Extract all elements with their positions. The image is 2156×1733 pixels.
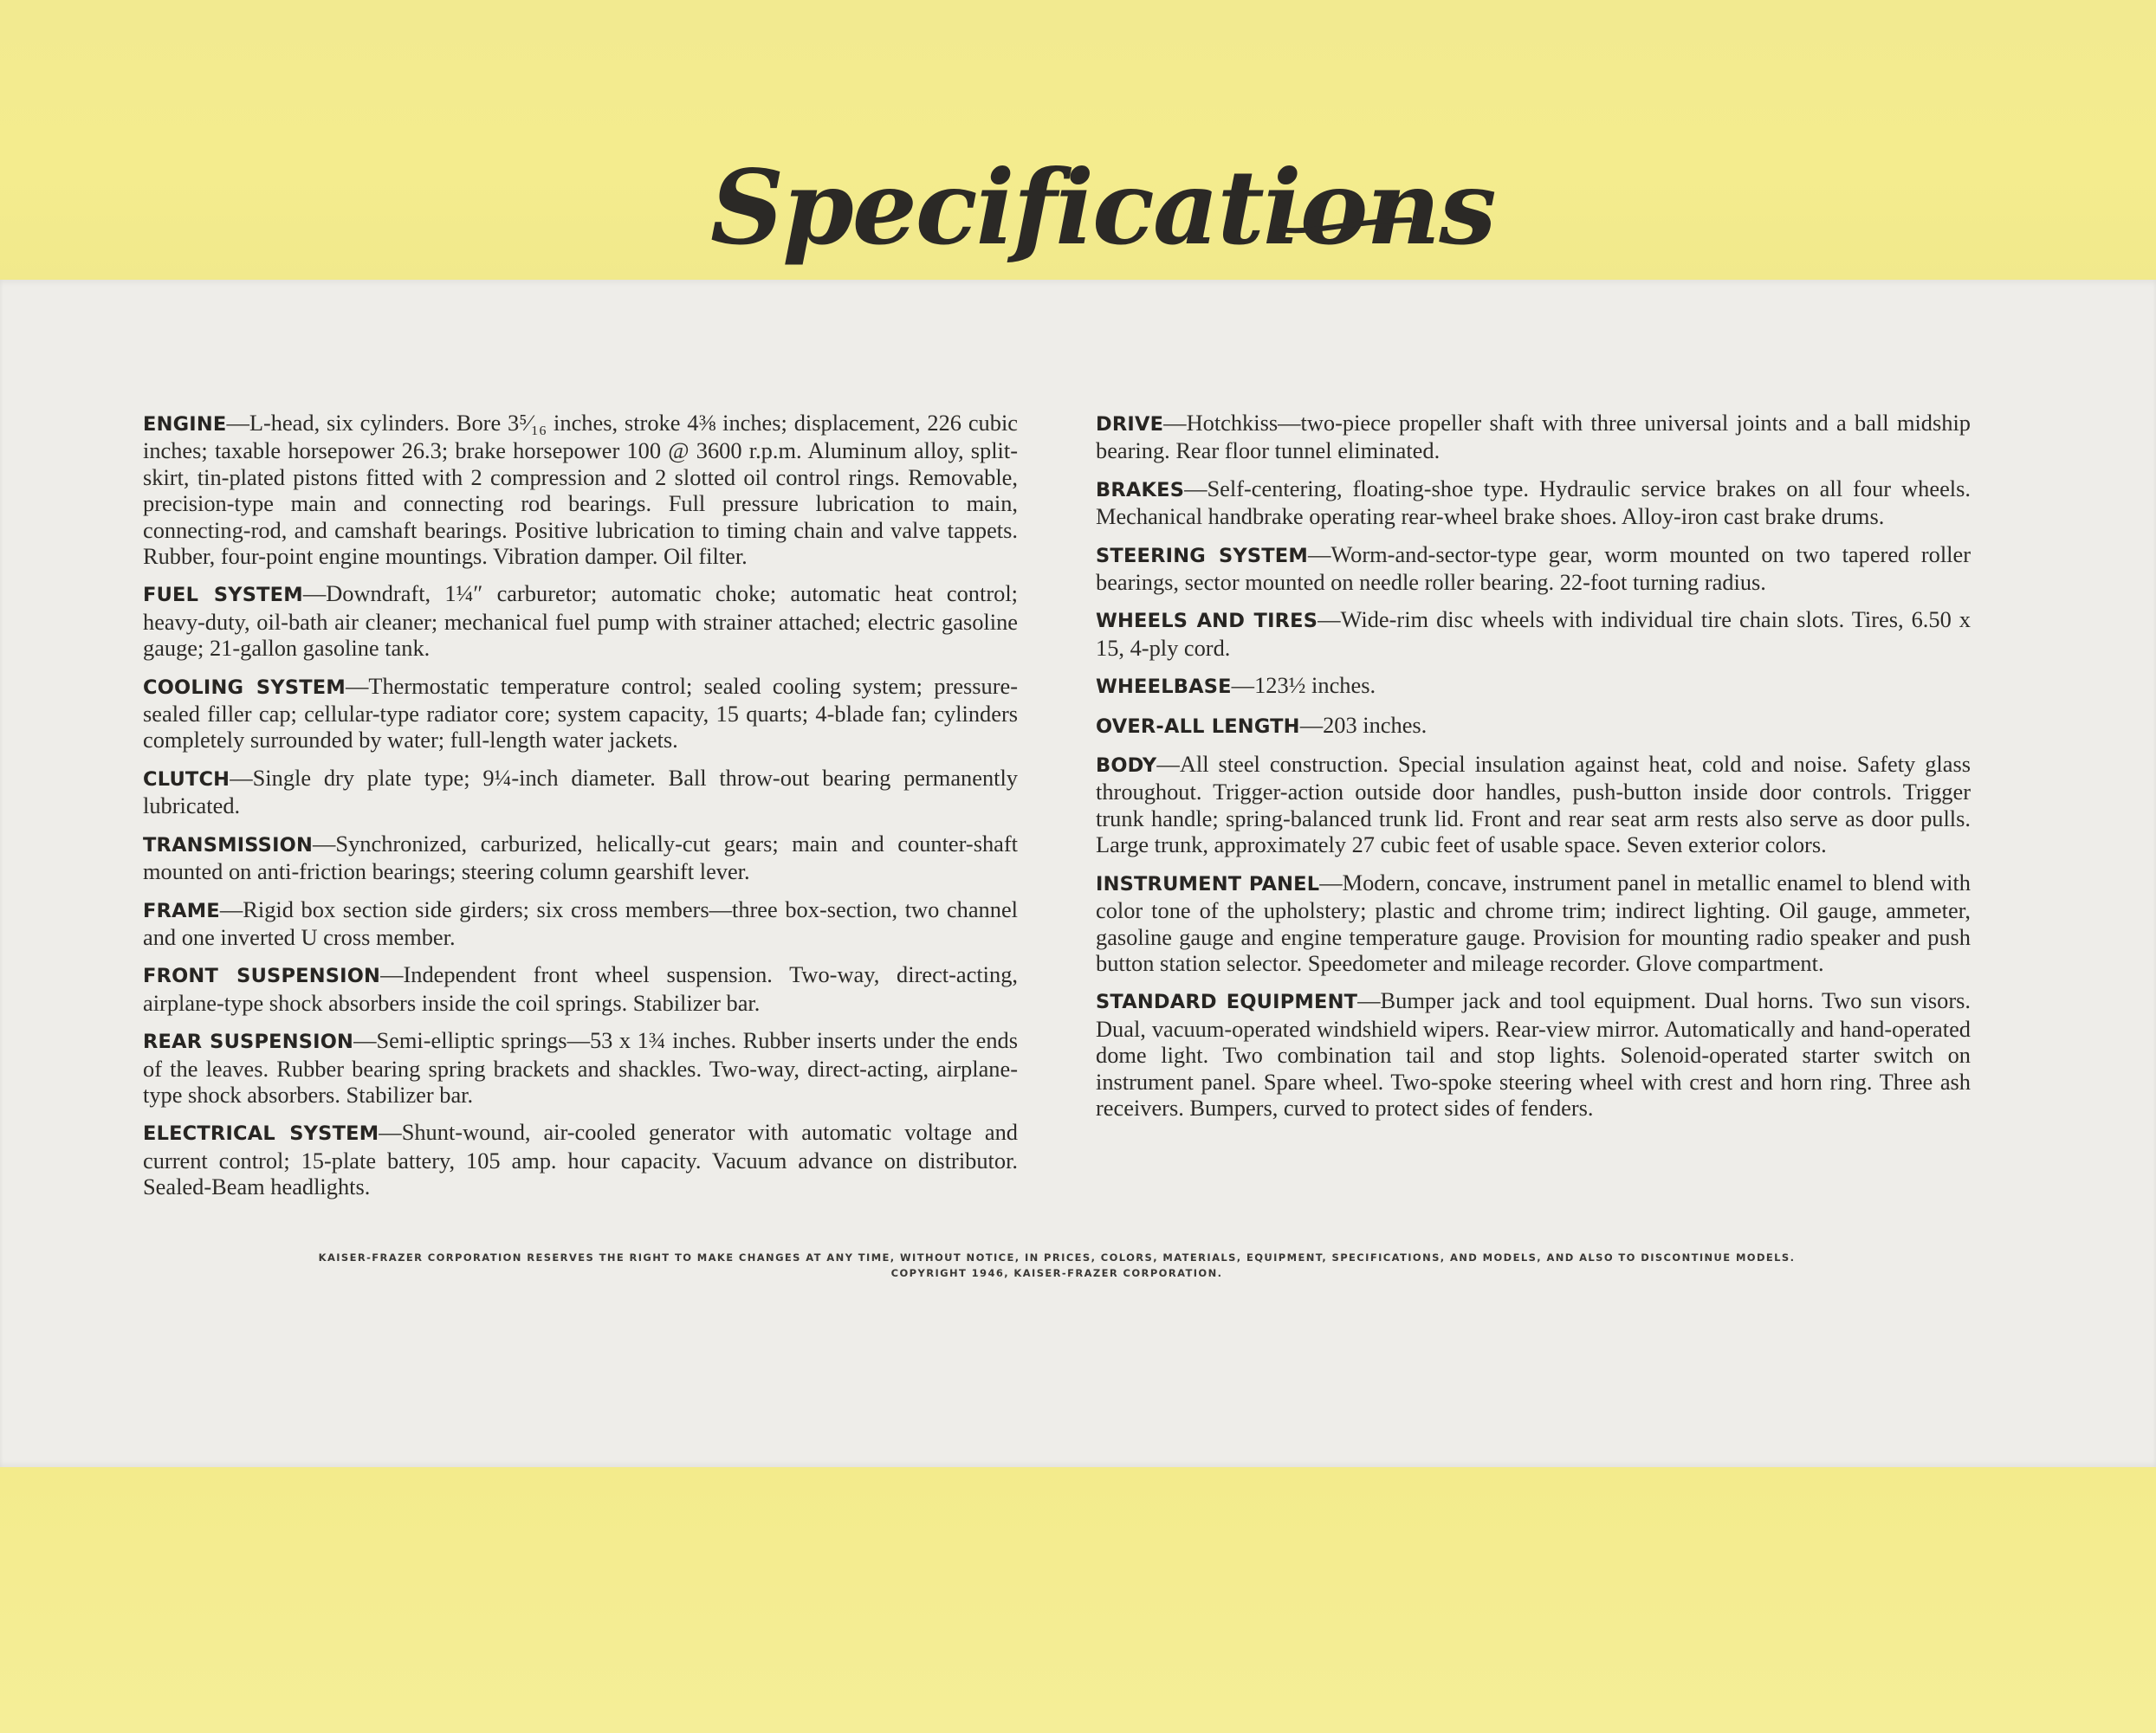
disclaimer-line: KAISER-FRAZER CORPORATION RESERVES THE RIGHT TO MAKE CHANGES AT ANY TIME, WITHOUT NOTICE, IN PRICES, COLORS, MATERIALS, EQUIPMENT, SPECIFICATIONS, AND MODELS, AND ALSO TO DISCONTINUE MODELS. [318,1251,1796,1264]
spec-text: Modern, concave, instrument panel in metallic enamel to blend with color tone of the upholstery; plastic and chrome trim; indirect lighting. Oil gauge, ammeter, gasoline gauge and engine temperature gauge. Provision for mounting radio speaker and push button station selector. Speedometer and mileage recorder. Glove compartment. [1096,869,1971,976]
spec-label: DRIVE [1096,413,1164,436]
spec-column-left [143,410,1018,1212]
title-swash-decoration [1273,213,1412,239]
spec-label: WHEELBASE [1096,676,1232,699]
spec-label: COOLING SYSTEM [143,676,346,699]
spec-standard-equipment: STANDARD EQUIPMENT—Bumper jack and tool equipment. Dual horns. Two sun visors. Dual, vacuum-operated windshield wipers. Rear-view mirror. Automatically and hand-operated dome light. Two combination tail and stop lights. Solenoid-operated starter switch on instrument panel. Spare wheel. Two-spoke steering wheel with crest and horn ring. Three ash receivers. Bumpers, curved to protect sides of fenders. [1096,987,1971,1121]
spec-text: Independent front wheel suspension. Two-way, direct-acting, airplane-type shock absorbers inside the coil springs. Stabilizer bar. [143,961,1018,1016]
spec-electrical-system: ELECTRICAL SYSTEM—Shunt-wound, air-cooled generator with automatic voltage and current control; 15-plate battery, 105 amp. hour capacity. Vacuum advance on distributor. Sealed-Beam headlights. [143,1119,1018,1200]
spec-text: Thermostatic temperature control; sealed cooling system; pressure-sealed filler cap; cellular-type radiator core; system capacity, 15 quarts; 4-blade fan; cylinders completely surrounded by water; full-length water jackets. [143,672,1018,753]
spec-cooling-system: COOLING SYSTEM—Thermostatic temperature control; sealed cooling system; pressure-sealed filler cap; cellular-type radiator core; system capacity, 15 quarts; 4-blade fan; cylinders completely surrounded by water; full-length water jackets. [143,672,1018,753]
spec-text: Wide-rim disc wheels with individual tire chain slots. Tires, 6.50 x 15, 4-ply cord. [1096,606,1971,661]
spec-text: Synchronized, carburized, helically-cut gears; main and counter-shaft mounted on anti-friction bearings; steering column gearshift lever. [143,830,1018,885]
spec-text: Downdraft, 1¼″ carburetor; automatic choke; automatic heat control; heavy-duty, oil-bath air cleaner; mechanical fuel pump with strainer attached; electric gasoline gauge; 21-gallon gasoline tank. [143,580,1018,662]
spec-front-suspension: FRONT SUSPENSION—Independent front wheel suspension. Two-way, direct-acting, airplane-type shock absorbers inside the coil springs. Stabilizer bar. [143,961,1018,1016]
spec-text: All steel construction. Special insulation against heat, cold and noise. Safety glass throughout. Trigger-action outside door handles, push-button inside door controls. Trigger trunk handle; spring-balanced trunk lid. Front and rear seat arm rests also serve as door pulls. Large trunk, approximately 27 cubic feet of usable space. Seven exterior colors. [1096,751,1971,858]
spec-text: Semi-elliptic springs—53 x 1¾ inches. Rubber inserts under the ends of the leaves. Rubber bearing spring brackets and shackles. Two-way, direct-acting, airplane-type shock absorbers. Stabilizer bar. [143,1027,1018,1108]
spec-label: FRAME [143,899,220,922]
spec-drive: DRIVE—Hotchkiss—two-piece propeller shaft with three universal joints and a ball midship bearing. Rear floor tunnel eliminated. [1096,410,1971,464]
spec-fuel-system: FUEL SYSTEM—Downdraft, 1¼″ carburetor; automatic choke; automatic heat control; heavy-duty, oil-bath air cleaner; mechanical fuel pump with strainer attached; electric gasoline gauge; 21-gallon gasoline tank. [143,580,1018,662]
spec-text: Hotchkiss—two-piece propeller shaft with three universal joints and a ball midship bearing. Rear floor tunnel eliminated. [1096,410,1971,464]
spec-steering-system: STEERING SYSTEM—Worm-and-sector-type gear, worm mounted on two tapered roller bearings, sector mounted on needle roller bearing. 22-foot turning radius. [1096,540,1971,596]
spec-text: Self-centering, floating-shoe type. Hydraulic service brakes on all four wheels. Mechanical handbrake operating rear-wheel brake shoes. Alloy-iron cast brake drums. [1096,475,1971,530]
spec-text: Rigid box section side girders; six cross members—three box-section, two channel and one inverted U cross member. [143,896,1018,950]
spec-label: ENGINE [143,413,227,436]
spec-label: INSTRUMENT PANEL [1096,872,1320,896]
copyright-line: COPYRIGHT 1946, KAISER-FRAZER CORPORATION. [890,1267,1223,1279]
spec-text: 123½ inches. [1254,672,1376,699]
spec-text: Worm-and-sector-type gear, worm mounted on two tapered roller bearings, sector mounted on needle roller bearing. 22-foot turning radius. [1096,540,1971,596]
spec-clutch: CLUTCH—Single dry plate type; 9¼-inch diameter. Ball throw-out bearing permanently lubricated. [143,764,1018,819]
spec-engine: ENGINE—L-head, six cylinders. Bore 3⁵⁄₁₆ inches, stroke 4⅜ inches; displacement, 226 cubic inches; taxable horsepower 26.3; brake horsepower 100 @ 3600 r.p.m. Aluminum alloy, split-skirt, tin-plated pistons fitted with 2 compression and 2 slotted oil control rings. Removable, precision-type main and connecting rod bearings. Full pressure lubrication to main, connecting-rod, and camshaft bearings. Positive lubrication to timing chain and valve tappets. Rubber, four-point engine mountings. Vibration damper. Oil filter. [143,410,1018,570]
spec-column-right [1096,410,1971,1132]
legal-disclaimer [143,1250,1971,1281]
spec-frame: FRAME—Rigid box section side girders; six cross members—three box-section, two channel and one inverted U cross member. [143,896,1018,950]
spec-wheels-and-tires: WHEELS AND TIRES—Wide-rim disc wheels with individual tire chain slots. Tires, 6.50 x 15, 4-ply cord. [1096,606,1971,661]
spec-label: CLUTCH [143,767,230,791]
spec-label: OVER-ALL LENGTH [1096,715,1300,738]
spec-text: Shunt-wound, air-cooled generator with automatic voltage and current control; 15-plate battery, 105 amp. hour capacity. Vacuum advance on distributor. Sealed-Beam headlights. [143,1119,1018,1200]
spec-text: L-head, six cylinders. Bore 3⁵⁄₁₆ inches, stroke 4⅜ inches; displacement, 226 cubic inches; taxable horsepower 26.3; brake horsepower 100 @ 3600 r.p.m. Aluminum alloy, split-skirt, tin-plated pistons fitted with 2 compression and 2 slotted oil control rings. Removable, precision-type main and connecting rod bearings. Full pressure lubrication to main, connecting-rod, and camshaft bearings. Positive lubrication to timing chain and valve tappets. Rubber, four-point engine mountings. Vibration damper. Oil filter. [143,410,1018,570]
spec-label: REAR SUSPENSION [143,1031,354,1054]
spec-rear-suspension: REAR SUSPENSION—Semi-elliptic springs—53 x 1¾ inches. Rubber inserts under the ends of the leaves. Rubber bearing spring brackets and shackles. Two-way, direct-acting, airplane-type shock absorbers. Stabilizer bar. [143,1027,1018,1108]
spec-brakes: BRAKES—Self-centering, floating-shoe type. Hydraulic service brakes on all four wheels. Mechanical handbrake operating rear-wheel brake shoes. Alloy-iron cast brake drums. [1096,475,1971,530]
spec-label: BODY [1096,754,1157,778]
spec-label: ELECTRICAL SYSTEM [143,1122,379,1146]
page-title: Specifications [710,147,1495,268]
spec-body: BODY—All steel construction. Special insulation against heat, cold and noise. Safety glass throughout. Trigger-action outside door handles, push-button inside door controls. Trigger trunk handle; spring-balanced trunk lid. Front and rear seat arm rests also serve as door pulls. Large trunk, approximately 27 cubic feet of usable space. Seven exterior colors. [1096,751,1971,858]
spec-label: STEERING SYSTEM [1096,544,1308,567]
spec-wheelbase: WHEELBASE—123½ inches. [1096,672,1376,699]
spec-text: Bumper jack and tool equipment. Dual horns. Two sun visors. Dual, vacuum-operated windshield wipers. Rear-view mirror. Automatically and hand-operated dome light. Two combination tail and stop lights. Solenoid-operated starter switch on instrument panel. Spare wheel. Two-spoke steering wheel with crest and horn ring. Three ash receivers. Bumpers, curved to protect sides of fenders. [1096,987,1971,1121]
spec-label: BRAKES [1096,478,1185,501]
spec-over-all-length: OVER-ALL LENGTH—203 inches. [1096,711,1428,738]
bottom-yellow-band [0,1467,2156,1733]
spec-label: WHEELS AND TIRES [1096,610,1318,633]
spec-transmission: TRANSMISSION—Synchronized, carburized, helically-cut gears; main and counter-shaft mounted on anti-friction bearings; steering column gearshift lever. [143,830,1018,885]
spec-instrument-panel: INSTRUMENT PANEL—Modern, concave, instrument panel in metallic enamel to blend with color tone of the upholstery; plastic and chrome trim; indirect lighting. Oil gauge, ammeter, gasoline gauge and engine temperature gauge. Provision for mounting radio speaker and push button station selector. Speedometer and mileage recorder. Glove compartment. [1096,869,1971,976]
spec-label: FUEL SYSTEM [143,584,303,607]
spec-label: FRONT SUSPENSION [143,965,381,988]
spec-text: Single dry plate type; 9¼-inch diameter. Ball throw-out bearing permanently lubricated. [143,764,1018,819]
spec-label: STANDARD EQUIPMENT [1096,991,1358,1014]
spec-text: 203 inches. [1323,711,1428,738]
spec-label: TRANSMISSION [143,833,314,857]
